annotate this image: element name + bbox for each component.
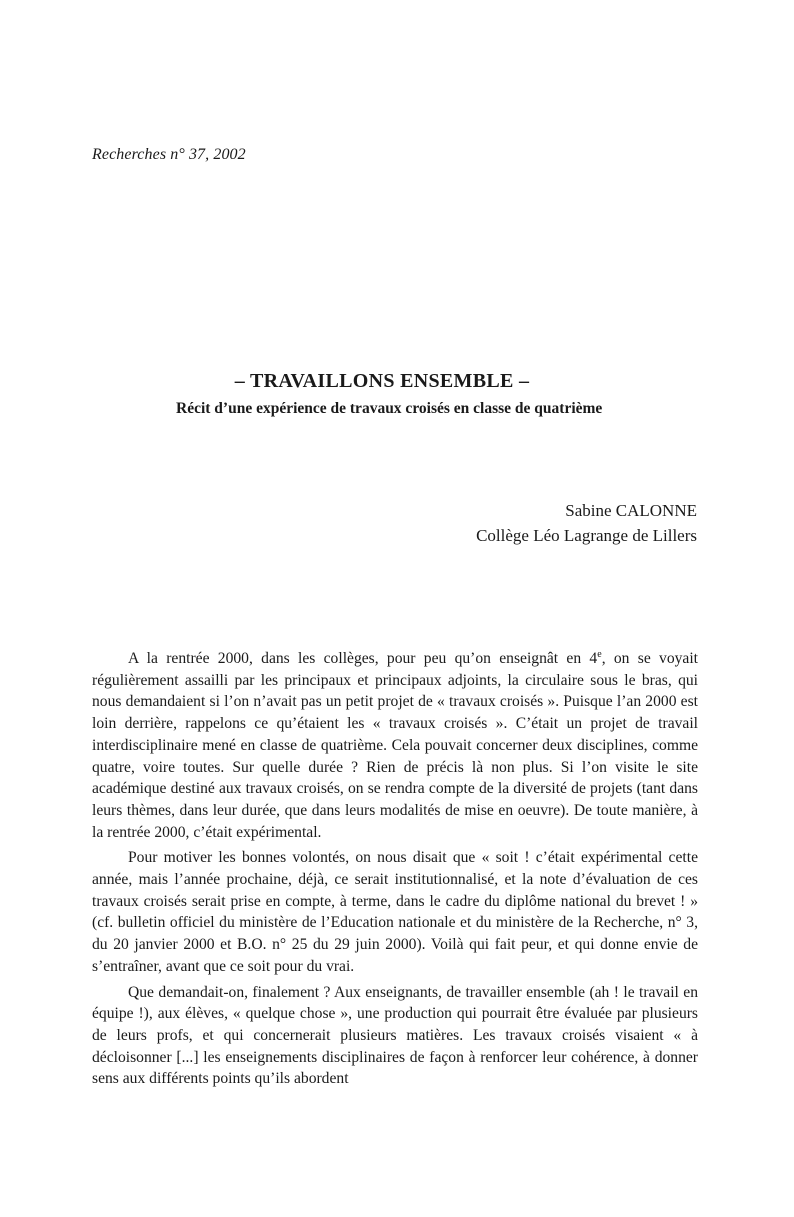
paragraph-1-rest: , on se voyait régulièrement assailli par les principaux et principaux adjoints, la circulaire sous le bras, qui nous demandaient si l’on n’avait pas un petit projet de « travaux croisés ». Puisque l’an 2000 est loin derrière, rappelons ce qu’étaient les « travaux croisés ». C’était un projet de travail interdisciplinaire mené en classe de quatrième. Cela pouvait concerner deux disciplines, comme quatre, voire toutes. Sur quelle durée ? Rien de précis là non plus. Si l’on visite le site académique destiné aux travaux croisés, on se rendra compte de la diversité de projets (tant dans leurs thèmes, dans leur durée, que dans leurs modalités de mise en oeuvre). De toute manière, à la rentrée 2000, c’était expérimental. [92, 650, 699, 841]
paragraph-1-start: A la rentrée 2000, dans les collèges, pour peu qu’on enseignât en 4 [128, 650, 598, 667]
author-name: Sabine CALONNE [565, 501, 697, 520]
running-head: Recherches n° 37, 2002 [92, 146, 246, 163]
paragraph-2: Pour motiver les bonnes volontés, on nous disait que « soit ! c’était expérimental cette année, mais l’année prochaine, déjà, ce serait institutionnalisé, et la note d’évaluation de ces travaux croisés serait prise en compte, à terme, dans le cadre du diplôme national du brevet ! » (cf. bulletin officiel du ministère de l’Education nationale et du ministère de la Recherche, n° 3, du 20 janvier 2000 et B.O. n° 25 du 29 juin 2000). Voilà qui fait peur, et qui donne envie de s’entraîner, avant que ce soit pour du vrai. [92, 849, 698, 975]
superscript-e: e [597, 648, 602, 660]
author-affiliation: Collège Léo Lagrange de Lillers [476, 526, 697, 545]
paragraph-1 [92, 648, 698, 843]
paragraph-3: Que demandait-on, finalement ? Aux enseignants, de travailler ensemble (ah ! le travail en équipe !), aux élèves, « quelque chose », une production qui pourrait être évaluée par plusieurs de leurs profs, et qui concernerait plusieurs matières. Les travaux croisés visaient « à décloisonner [...] les enseignements disciplinaires de façon à renforcer leur cohérence, à donner sens aux différents points qu’ils abordent [92, 983, 698, 1088]
body-text [92, 648, 698, 1094]
article-title: – TRAVAILLONS ENSEMBLE – [234, 370, 530, 392]
article-subtitle: Récit d’une expérience de travaux croisés en classe de quatrième [176, 400, 603, 417]
author-block [476, 498, 697, 548]
